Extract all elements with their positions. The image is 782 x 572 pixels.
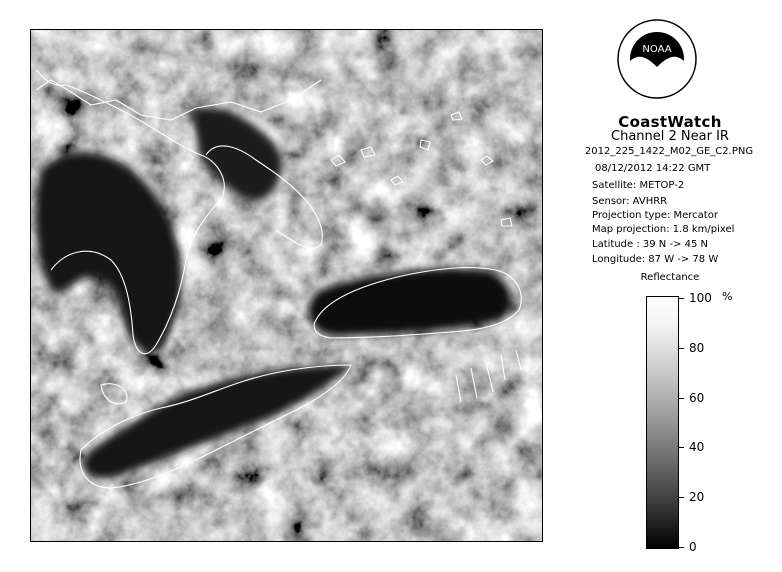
- colorbar-tick-label: 100: [689, 291, 712, 305]
- colorbar-tick-label: 80: [689, 340, 705, 355]
- date-time: 08/12/2012 14:22 GMT: [595, 163, 711, 174]
- colorbar-tick-label: 60: [689, 390, 705, 405]
- noaa-logo: [617, 19, 697, 99]
- logo-text: NOAA: [642, 44, 672, 55]
- sensor-label: Sensor: AVHRR: [592, 196, 668, 207]
- colorbar-tick: [679, 447, 684, 448]
- colorbar-tick: [679, 298, 684, 299]
- colorbar-tick: [679, 547, 684, 548]
- colorbar-tick: [679, 348, 684, 349]
- colorbar-tick: [679, 497, 684, 498]
- projection-type: Projection type: Mercator: [592, 210, 718, 221]
- legend-unit: %: [722, 290, 733, 303]
- colorbar-tick-label: 40: [689, 440, 705, 455]
- map-projection: Map projection: 1.8 km/pixel: [592, 224, 735, 235]
- colorbar-tick-label: 0: [689, 540, 697, 554]
- satellite-image: [30, 29, 543, 542]
- satellite-map-svg: [31, 30, 542, 541]
- brand-title: CoastWatch: [618, 113, 722, 131]
- colorbar-tick: [679, 398, 684, 399]
- channel-label: Channel 2 Near IR: [611, 129, 729, 144]
- colorbar-tick-label: 20: [689, 490, 705, 505]
- noaa-seal-icon: [617, 19, 697, 99]
- longitude-range: Longitude: 87 W -> 78 W: [592, 254, 719, 265]
- legend-title: Reflectance: [640, 272, 700, 283]
- latitude-range: Latitude : 39 N -> 45 N: [592, 239, 708, 250]
- reflectance-colorbar: [646, 296, 679, 549]
- satellite-label: Satellite: METOP-2: [592, 180, 685, 191]
- file-name: 2012_225_1422_M02_GE_C2.PNG: [584, 146, 754, 157]
